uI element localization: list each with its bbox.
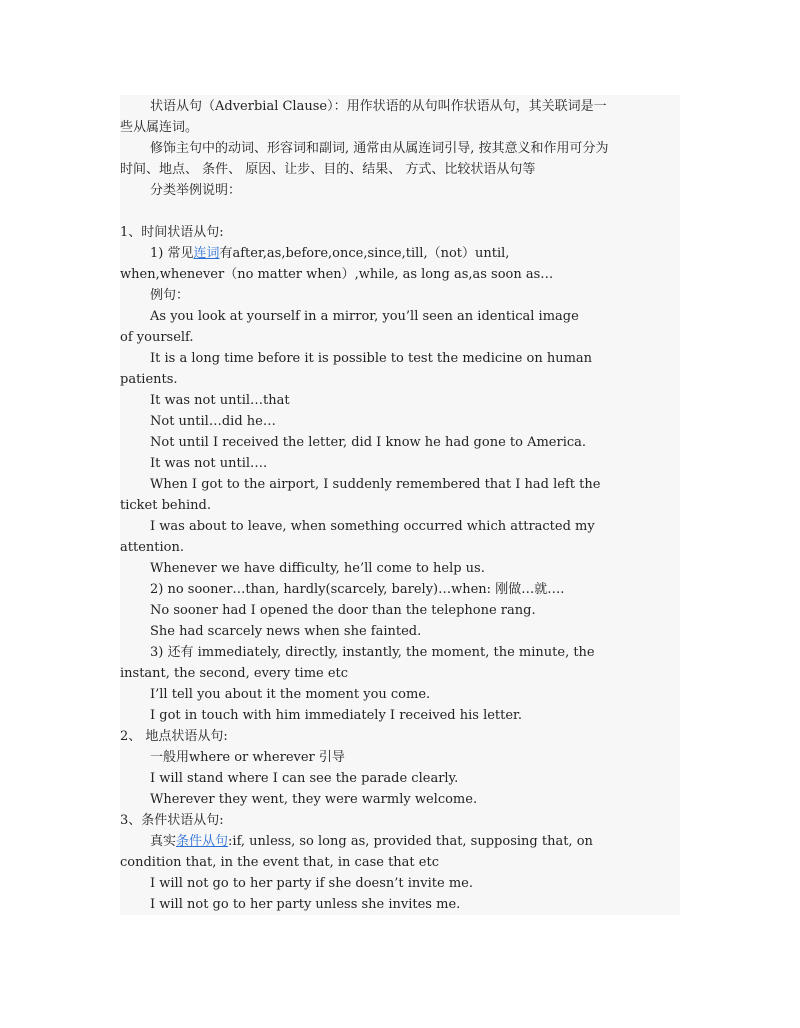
text-line: I’ll tell you about it the moment you come.: [150, 687, 431, 702]
text-line: 3、条件状语从句:: [120, 813, 224, 828]
text-line: It was not until…that: [150, 393, 290, 408]
text-line: instant, the second, every time etc: [120, 666, 349, 681]
text-line: When I got to the airport, I suddenly remembered that I had left the: [150, 477, 601, 492]
text-line: I will not go to her party unless she invites me.: [150, 897, 461, 912]
text-line: I was about to leave, when something occurred which attracted my: [150, 519, 595, 534]
text-line: 时间、地点、 条件、 原因、让步、目的、结果、 方式、比较状语从句等: [120, 162, 536, 177]
line-suffix: :if, unless, so long as, provided that, supposing that, on: [228, 834, 593, 849]
text-line: 1、时间状语从句:: [120, 225, 224, 240]
text-line: when,whenever（no matter when）,while, as long as,as soon as…: [120, 267, 554, 282]
text-line: 例句：: [150, 288, 190, 303]
text-line: 2) no sooner…than, hardly(scarcely, barely)…when: 刚做…就….: [150, 582, 565, 597]
line-prefix: 真实: [150, 834, 177, 849]
text-line: Not until…did he…: [150, 414, 276, 429]
text-line: patients.: [120, 372, 178, 387]
text-line: 状语从句（Adverbial Clause）：用作状语的从句叫作状语从句，其关联词是一: [150, 99, 607, 114]
text-line: Whenever we have difficulty, he’ll come to help us.: [150, 561, 485, 576]
glossary-link[interactable]: 连词: [193, 246, 220, 261]
text-line: [120, 831, 680, 852]
text-line: 修饰主句中的动词、形容词和副词, 通常由从属连词引导, 按其意义和作用可分为: [150, 141, 609, 156]
text-line: As you look at yourself in a mirror, you’ll seen an identical image: [150, 309, 579, 324]
text-line: I got in touch with him immediately I received his letter.: [150, 708, 522, 723]
text-line: [120, 243, 680, 264]
text-line: 些从属连词。: [120, 120, 199, 135]
line-prefix: 1) 常见: [150, 246, 194, 261]
text-line: condition that, in the event that, in case that etc: [120, 855, 439, 870]
text-line: I will stand where I can see the parade clearly.: [150, 771, 459, 786]
text-line: 2、 地点状语从句:: [120, 729, 228, 744]
text-line: 3) 还有 immediately, directly, instantly, the moment, the minute, the: [150, 645, 595, 660]
text-line: Wherever they went, they were warmly welcome.: [150, 792, 478, 807]
text-line: 分类举例说明：: [150, 183, 242, 198]
text-line: I will not go to her party if she doesn’t invite me.: [150, 876, 474, 891]
glossary-link[interactable]: 条件从句: [176, 834, 229, 849]
text-line: Not until I received the letter, did I know he had gone to America.: [150, 435, 587, 450]
text-line: No sooner had I opened the door than the telephone rang.: [150, 603, 536, 618]
text-line: It is a long time before it is possible to test the medicine on human: [150, 351, 593, 366]
text-line: It was not until….: [150, 456, 268, 471]
line-suffix: 有after,as,before,once,since,till,（not）until,: [219, 246, 510, 261]
text-line: 一般用where or wherever 引导: [150, 750, 345, 765]
document-page: [120, 95, 680, 915]
text-line: attention.: [120, 540, 184, 555]
text-line: She had scarcely news when she fainted.: [150, 624, 422, 639]
text-line: of yourself.: [120, 330, 194, 345]
text-line: ticket behind.: [120, 498, 211, 513]
